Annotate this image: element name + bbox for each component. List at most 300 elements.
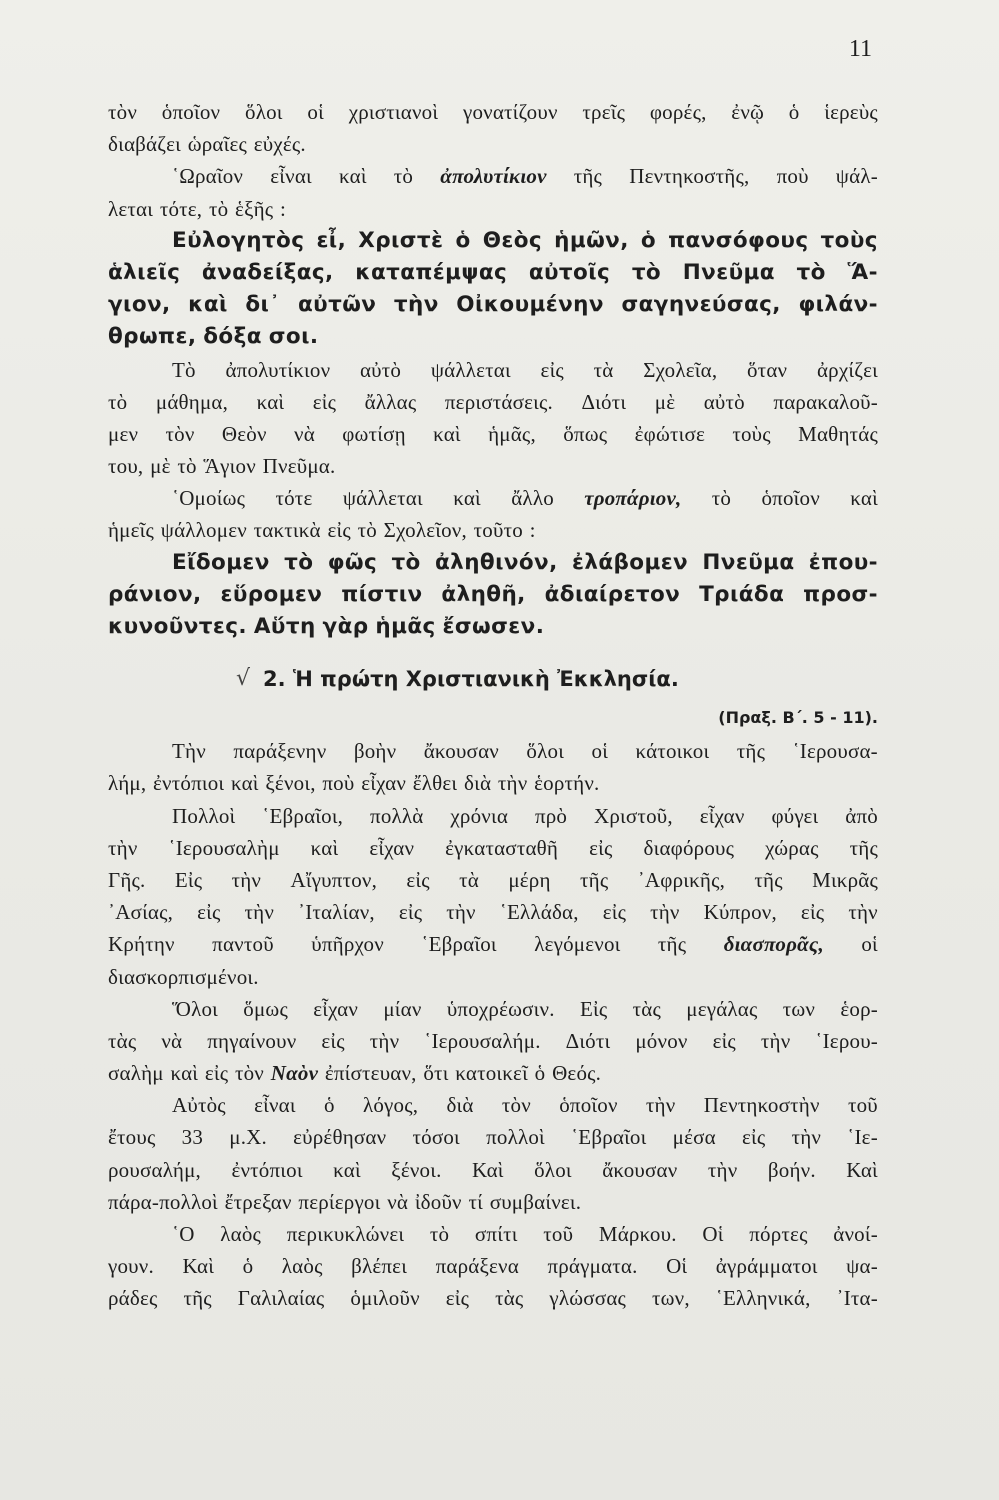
word: Πνεῦμα. [262, 454, 336, 479]
section-heading [108, 657, 878, 701]
word: ὅταν [746, 357, 788, 382]
hymn-text-line [108, 547, 878, 579]
word: ὅλοι [526, 739, 565, 764]
word: ὑποχρέωσιν. [446, 996, 555, 1021]
word: ὁποῖον [761, 486, 820, 511]
word: μέρη [508, 867, 551, 892]
word: καὶ [188, 292, 228, 318]
word: φωτίσῃ [342, 421, 406, 446]
word: 33 [181, 1125, 204, 1150]
word: τῆς [580, 867, 609, 892]
word: Θεὸς [482, 227, 543, 253]
word: των [782, 996, 816, 1021]
word: πολλὰ [370, 803, 424, 828]
word: ψα- [846, 1254, 878, 1279]
word: τῆς [849, 835, 878, 860]
word: Αὐτὸς [172, 1093, 226, 1118]
text-line [108, 482, 878, 514]
word: τότε [275, 486, 313, 511]
word: ἀρχίζει [816, 357, 878, 382]
word: κατοικεῖ [455, 1061, 528, 1086]
word: ἔτους [108, 1125, 156, 1150]
text-line [108, 1089, 878, 1121]
word: Οἱ [666, 1254, 688, 1279]
text-line [108, 928, 878, 960]
word: ὑπῆρχον [311, 932, 384, 957]
text-line [108, 386, 878, 418]
word: πρὸ [534, 803, 568, 828]
word: διασκορπισμένοι. [108, 964, 259, 989]
word: ἁλιεῖς [108, 259, 181, 285]
word: ὁποῖον [559, 1093, 618, 1118]
word: φιλάν- [798, 292, 878, 318]
text-line [108, 1218, 878, 1250]
word: τὴν [393, 292, 439, 318]
word: βλέπει [351, 1254, 408, 1279]
word: Τριάδα [699, 581, 785, 607]
word: ράδες [108, 1286, 158, 1311]
text-line [108, 993, 878, 1025]
word: ᾿Αφρικῆς, [637, 867, 726, 892]
word: ὅλοι [534, 1157, 572, 1182]
word: Μικρᾶς [812, 867, 878, 892]
word: οἱ [307, 100, 324, 124]
hymn-text-line [108, 225, 878, 257]
word: ἐντόπιοι [153, 771, 225, 796]
word: τὸ [429, 1222, 450, 1246]
word: ἔλθει [412, 771, 458, 796]
word: χώρας [765, 835, 819, 860]
text-line [108, 128, 878, 160]
word: ἐνῷ [731, 100, 765, 124]
word: παρακαλοῦ- [773, 389, 878, 414]
word: ῾Ομοίως [172, 486, 246, 511]
spacer [108, 643, 878, 657]
word: τὴν [707, 1157, 738, 1182]
word: ποὺ [322, 771, 355, 796]
word: Τὴν [172, 739, 206, 764]
word: τὰ [459, 867, 479, 892]
word: ὡραῖες [187, 132, 248, 157]
word: Πολλοὶ [172, 803, 236, 828]
word: Διότι [581, 389, 627, 414]
text-line [108, 1154, 878, 1186]
word: κυνοῦντες. [108, 614, 247, 639]
word: Σχολεῖον, [383, 518, 467, 543]
word: καὶ [170, 1061, 199, 1086]
word: διὰ [446, 1093, 474, 1118]
word: τὰς [495, 1286, 524, 1311]
word: εἰς [398, 900, 423, 925]
word: τὸν [501, 1093, 531, 1118]
word: ῾Ο [172, 1222, 195, 1246]
word: τὸν [108, 100, 138, 124]
word: τὰς [108, 1028, 137, 1053]
word: περιστάσεις. [444, 389, 553, 414]
word: τὸ [796, 259, 826, 285]
word: τὴν [369, 1028, 400, 1053]
word: οἱ [591, 739, 609, 764]
word: ῾Ιε- [847, 1125, 878, 1150]
word: του, [108, 454, 144, 479]
page-number: 11 [848, 36, 872, 62]
word: μόνον [635, 1028, 688, 1053]
text-block [108, 96, 878, 1315]
word: κάτοικοι [635, 739, 710, 764]
word: νὰ [387, 1189, 409, 1214]
word: τὰς [632, 996, 661, 1021]
word: Γαλιλαίας [237, 1286, 325, 1311]
word: Καὶ [472, 1157, 504, 1182]
word: ξένοι. [391, 1157, 442, 1182]
text-line [108, 193, 878, 225]
hymn-text-line [108, 289, 878, 321]
word: τῆς [754, 867, 783, 892]
text-line [108, 1025, 878, 1057]
word: Εἰς [174, 867, 203, 892]
word: ῾Εβραῖοι, [262, 803, 344, 828]
word: ρουσαλήμ, [108, 1157, 201, 1182]
word: τὸ [711, 486, 732, 511]
word: ἐλάβομεν [571, 549, 689, 575]
word: ἄλλο [511, 486, 554, 511]
word: τῆς [736, 739, 766, 764]
word: τοὺς [732, 421, 771, 446]
word: τὸ [357, 518, 377, 543]
word: εἰς [406, 867, 430, 892]
word: εἰς [445, 1286, 470, 1311]
word: : [529, 518, 536, 543]
word: καὶ [850, 486, 878, 511]
word: Αἴγυπτον, [290, 867, 378, 892]
word: τὸ [177, 454, 197, 479]
word: τὴν [108, 835, 138, 860]
word: παράξενην [233, 739, 327, 764]
text-line [108, 514, 878, 546]
word: εἰς [327, 518, 351, 543]
word: μέσα [672, 1125, 716, 1150]
word: περίεργοι [298, 1189, 381, 1214]
word: λαὸς [281, 1254, 323, 1279]
word: εἶχαν [361, 771, 407, 796]
word: Καὶ [846, 1157, 878, 1182]
word: λαὸς [220, 1222, 262, 1246]
word: λεται [108, 196, 154, 221]
word: ἀνοί- [833, 1222, 878, 1246]
word: ἡμᾶς [375, 614, 436, 639]
word: Ἅγιον [203, 454, 256, 479]
word: Εἰς [579, 996, 608, 1021]
word: παντοῦ [212, 932, 274, 957]
word: τότε, [159, 196, 203, 221]
word: τοῦ [543, 1222, 574, 1246]
word: ῾Ιερου- [815, 1028, 878, 1053]
word: διαβάζει [108, 132, 181, 157]
word: περικυκλώνει [286, 1222, 405, 1246]
word: Πεντηκοστὴν [703, 1093, 820, 1118]
word: Σχολεῖα, [643, 357, 718, 382]
word: εἰς [712, 1028, 736, 1053]
word: Κρήτην [108, 932, 175, 957]
word: διὰ [464, 771, 492, 796]
section-heading-text: 2. Ἡ πρώτη Χριστιανικὴ Ἐκκλησία. [263, 667, 679, 692]
word: τῆς [183, 1286, 212, 1311]
word: εἰς [321, 1028, 345, 1053]
word: εἶχαν [369, 835, 415, 860]
word: εἰς [197, 900, 221, 925]
word: ῾Ωραῖον [172, 164, 244, 189]
word: τοῦ [847, 1093, 878, 1118]
word: μίαν [383, 996, 422, 1021]
word: εἰς [602, 900, 627, 925]
word: ὅπως [563, 421, 608, 446]
word: καὶ [231, 771, 259, 796]
word: ἑορτήν. [534, 771, 600, 796]
word: ἀγράμματοι [715, 1254, 818, 1279]
text-line [108, 735, 878, 767]
word: ἐπίστευαν, [324, 1061, 417, 1086]
word: εἰς [204, 1061, 229, 1086]
text-line [108, 418, 878, 450]
word: ῾Ιερουσαλὴμ [168, 835, 280, 860]
word: μ.Χ. [229, 1125, 267, 1150]
word: Οἰκουμένην [456, 292, 604, 318]
word: ἀληθινόν, [435, 549, 558, 575]
word: καὶ [339, 164, 367, 189]
word: βοὴν [353, 739, 397, 764]
word: ὁποῖον [161, 100, 221, 124]
word: καὶ [256, 389, 285, 414]
word: ἱερεὺς [824, 100, 878, 124]
word: τὴν [848, 900, 878, 925]
word: τὴν [645, 1093, 676, 1118]
word: ψάλλεται [430, 357, 511, 382]
word: τὸ [393, 164, 414, 189]
word: βοήν. [767, 1157, 816, 1182]
emphasized-word: Ναὸν [270, 1061, 319, 1086]
word: εἰς [742, 1125, 766, 1150]
word: ἀναδείξας, [201, 259, 334, 285]
word: καὶ [333, 1157, 361, 1182]
paragraphs-before-heading [108, 96, 878, 643]
word: σπίτι [474, 1222, 518, 1246]
word: ἐγκατασταθῆ [445, 835, 559, 860]
word: τὸν [234, 1061, 264, 1086]
word: ῾Ελλάδα, [499, 900, 579, 925]
hymn-text-line [108, 257, 878, 289]
word: ᾿Ασίας, [108, 900, 174, 925]
word: ἐντόπιοι [231, 1157, 303, 1182]
word: ἐπου- [808, 549, 878, 575]
word: μὲ [654, 389, 676, 414]
word: εἶχαν [699, 803, 745, 828]
word: ὁ [242, 1254, 254, 1279]
word: ὁ [788, 100, 800, 124]
word: δι᾽ [245, 292, 281, 318]
word: νὰ [294, 421, 315, 446]
word: προσ- [803, 581, 878, 607]
word: αὐτὸ [359, 357, 402, 382]
word: ψάλλεται [342, 486, 423, 511]
word: Πνεῦμα [702, 549, 795, 575]
word: εἶναι [270, 164, 312, 189]
word: Εἴδομεν [172, 549, 270, 575]
word: ἄλλας [364, 389, 417, 414]
word: λεγόμενοι [534, 932, 621, 957]
word: ἀπολυτίκιον [225, 357, 331, 382]
word: χριστιανοὶ [348, 100, 439, 124]
text-line [108, 96, 878, 128]
word: ὅμως [243, 996, 288, 1021]
word: πίστιν [341, 581, 423, 607]
text-line [108, 767, 878, 799]
word: ξένοι, [265, 771, 316, 796]
word: εἰς [312, 389, 337, 414]
word: ψάλλομεν [160, 518, 247, 543]
text-line [108, 896, 878, 928]
text-line [108, 160, 878, 192]
word: θρωπε, [108, 324, 197, 350]
word: καταπέμψας [355, 259, 508, 285]
word: τὸ [108, 389, 128, 414]
word: τὴν [497, 771, 528, 796]
emphasized-word: τροπάριον, [584, 486, 682, 511]
word: τῆς [657, 932, 687, 957]
word: τὴν [791, 1125, 822, 1150]
word: ἄκουσαν [423, 739, 499, 764]
word: μεν [108, 421, 139, 446]
word: ἔσωσεν. [442, 614, 545, 639]
word: καὶ [310, 835, 339, 860]
word: πηγαίνουν [207, 1028, 297, 1053]
word: οἱ [861, 932, 878, 957]
word: φῶς [327, 549, 378, 575]
word: ράνιον, [108, 581, 202, 607]
word: ἐφώτισε [634, 421, 705, 446]
word: εἰς [589, 835, 613, 860]
word: τῆς [573, 164, 603, 189]
word: ὁ [534, 1061, 546, 1086]
word: Θεός. [552, 1061, 602, 1086]
word: γονατίζουν [462, 100, 558, 124]
scripture-reference: (Πραξ. Β΄. 5 - 11). [718, 708, 878, 728]
word: Μαθητάς [798, 421, 878, 446]
word: Χριστὲ [358, 227, 444, 253]
word: λόγος, [362, 1093, 419, 1118]
word: διαφόρους [643, 835, 735, 860]
word: τὰ [593, 357, 614, 382]
word: ἑορ- [840, 996, 878, 1021]
word: εὐρέθησαν [293, 1125, 387, 1150]
word: αὐτὸ [703, 389, 745, 414]
text-line [108, 961, 878, 993]
word: Πνεῦμα [682, 259, 775, 285]
word: τοῦτο [473, 518, 523, 543]
hymn-text-line [108, 579, 878, 611]
word: τὸ [631, 259, 662, 285]
word: ὁ [640, 227, 657, 253]
word: Ὅλοι [172, 996, 218, 1021]
word: ἑξῆς [235, 196, 274, 221]
text-line [108, 1250, 878, 1282]
word: καὶ [433, 421, 461, 446]
word: Μάρκου. [598, 1222, 677, 1246]
word: εὕρομεν [220, 581, 323, 607]
word: ψάλ- [835, 164, 878, 189]
word: φύγει [771, 803, 819, 828]
word: συμβαίνει. [489, 1189, 582, 1214]
paragraphs-after-heading [108, 735, 878, 1314]
word: ἔτρεξαν [224, 1189, 292, 1214]
word: εἶχαν [313, 996, 359, 1021]
word: τόσοι [412, 1125, 460, 1150]
word: ὁ [455, 227, 471, 253]
text-line [108, 1121, 878, 1153]
word: σαλὴμ [108, 1061, 164, 1086]
word: Τὸ [172, 357, 196, 382]
word: δόξα [203, 324, 262, 350]
word: εἰς [540, 357, 564, 382]
text-line [108, 450, 878, 482]
word: Γῆς. [108, 867, 146, 892]
word: πανσόφους [668, 227, 809, 253]
word: εἰς [800, 900, 825, 925]
word: αὐτοῖς [528, 259, 611, 285]
word: ὁ [323, 1093, 335, 1118]
word: γιον, [108, 292, 171, 318]
check-mark: √ [236, 666, 251, 692]
word: ὁμιλοῦν [350, 1286, 420, 1311]
word: μὲ [150, 454, 171, 479]
word: Πεντηκοστῆς, [629, 164, 750, 189]
word: μάθημα, [155, 389, 229, 414]
text-line [108, 864, 878, 896]
word: Θεὸν [221, 421, 267, 446]
word: ἄκουσαν [602, 1157, 678, 1182]
word: ὅλοι [245, 100, 283, 124]
text-line [108, 354, 878, 386]
word: ᾿Ιτα- [836, 1286, 878, 1311]
word: παράξενα [435, 1254, 519, 1279]
word: γὰρ [322, 614, 369, 639]
emphasized-word: ἀπολυτίκιον [440, 164, 547, 189]
word: τὴν [650, 900, 680, 925]
word: τὴν [760, 1028, 791, 1053]
word: ἀδιαίρετον [544, 581, 681, 607]
text-line [108, 1282, 878, 1314]
word: τί [468, 1189, 483, 1214]
word: ᾿Ιταλίαν, [298, 900, 375, 925]
word: Ἅ- [847, 259, 878, 285]
word: νὰ [161, 1028, 183, 1053]
word: ῾Ελληνικά, [715, 1286, 811, 1311]
word: τὴν [446, 900, 476, 925]
word: Χριστοῦ, [594, 803, 673, 828]
word: τὸν [165, 421, 195, 446]
word: σοι. [268, 324, 319, 350]
word: λήμ, [108, 771, 147, 796]
hymn-text-line [108, 611, 878, 643]
word: πόρτες [749, 1222, 808, 1246]
word: ποὺ [776, 164, 809, 189]
text-line [108, 800, 878, 832]
word: εἶ, [316, 227, 347, 253]
word: πράγματα. [547, 1254, 638, 1279]
word: φορές, [649, 100, 707, 124]
word: Αὕτη [253, 614, 316, 639]
word: μεγάλας [686, 996, 758, 1021]
word: ῾Εβραῖοι [421, 932, 497, 957]
